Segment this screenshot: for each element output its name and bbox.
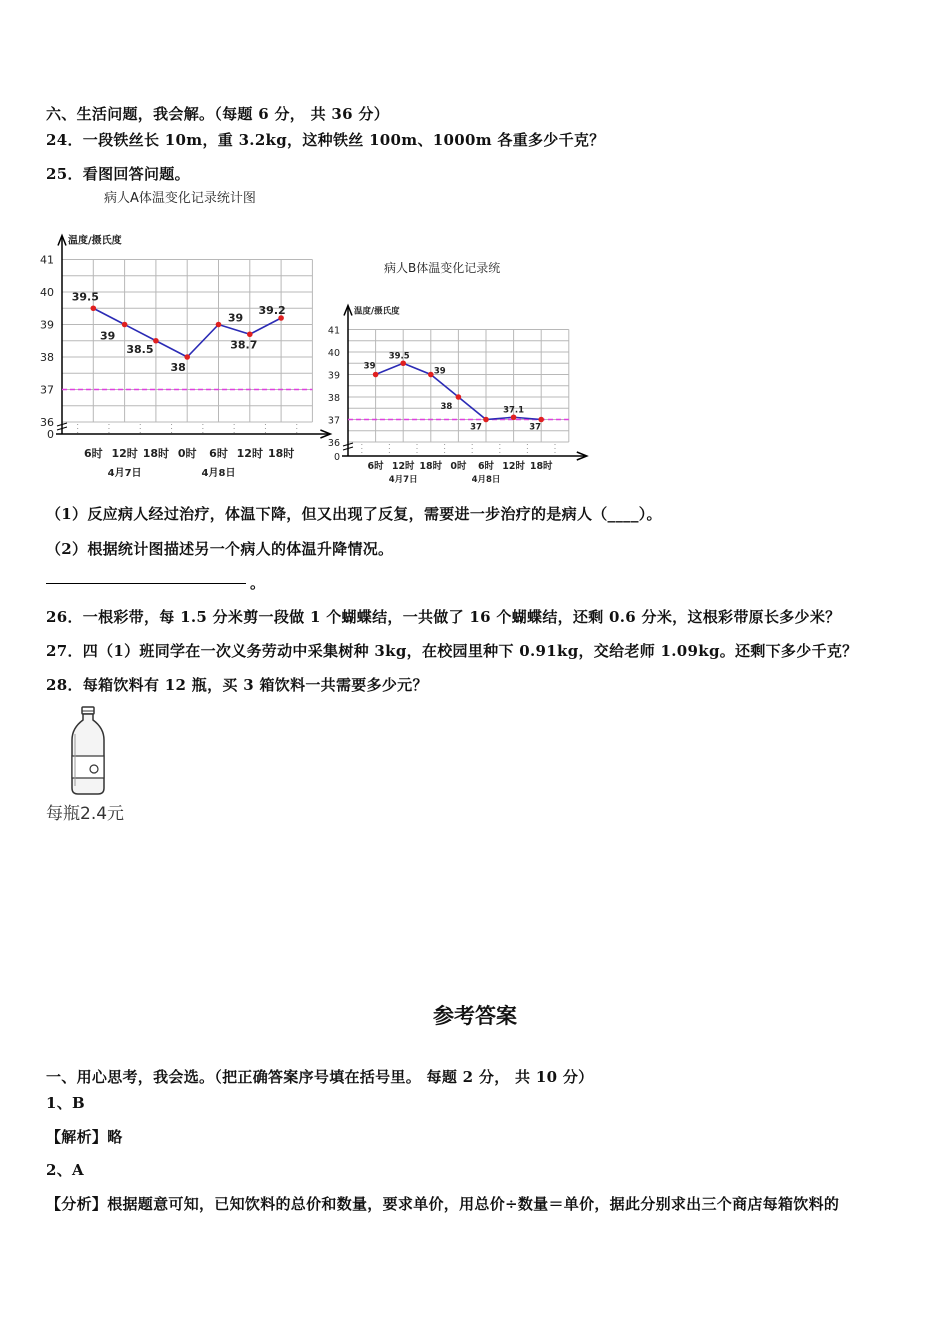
answer-2-note: 【分析】根据题意可知，已知饮料的总价和数量，要求单价，用总价÷数量＝单价，据此分别求出三个商店每箱饮料的 xyxy=(46,1195,840,1213)
chart-a-x-tick-label: 12时 xyxy=(111,447,138,460)
chart-a-data-label: 38 xyxy=(170,361,186,374)
chart-b-data-label: 39.5 xyxy=(388,351,410,362)
answers-section1-heading: 一、用心思考，我会选。（把正确答案序号填在括号里。 每题 2 分， 共 10 分） xyxy=(46,1068,594,1086)
question-25-sub2: （2）根据统计图描述另一个病人的体温升降情况。 xyxy=(46,540,394,558)
chart-b-data-label: 38 xyxy=(440,402,453,412)
chart-a-data-label: 38.7 xyxy=(230,338,258,352)
chart-a-y-tick-label: 40 xyxy=(40,286,54,299)
chart-a-data-point xyxy=(247,331,253,337)
chart-b-data-point xyxy=(373,372,379,378)
section6-heading: 六、生活问题，我会解。（每题 6 分， 共 36 分） xyxy=(46,105,390,123)
chart-b-data-point xyxy=(400,360,406,366)
chart-a-x-tick-label: 6时 xyxy=(209,447,228,460)
chart-b-y-tick-label: 0 xyxy=(333,452,340,463)
chart-a-y-tick-label: 37 xyxy=(40,383,54,397)
chart-b-x-tick-label: 18时 xyxy=(529,461,553,472)
answer-1: 1、B xyxy=(46,1094,86,1112)
chart-b-data-point xyxy=(483,417,489,423)
chart-b-y-tick-label: 39 xyxy=(327,370,340,382)
chart-b-title: 病人B体温变化记录统 xyxy=(384,261,501,275)
chart-a-x-tick-label: 12时 xyxy=(236,447,263,460)
chart-a-y-tick-label: 38 xyxy=(40,351,54,364)
chart-b-data-point xyxy=(456,394,462,400)
chart-a-data-point xyxy=(184,354,190,360)
chart-a-x-tick-label: 18时 xyxy=(142,447,170,460)
chart-b-data-label: 37.1 xyxy=(503,405,525,416)
chart-a-x-tick-label: 18时 xyxy=(267,447,295,460)
chart-b-y-tick-label: 41 xyxy=(327,325,340,337)
chart-a-x-tick-label: 6时 xyxy=(83,447,103,460)
chart-a-y-tick-label: 41 xyxy=(40,253,54,267)
chart-b-y-tick-label: 38 xyxy=(327,393,340,404)
chart-a-ylabel: 温度/摄氏度 xyxy=(68,235,122,247)
chart-a-y-tick-label: 0 xyxy=(47,428,54,441)
chart-a-date-label: 4月7日 xyxy=(107,468,142,479)
answer-1-note: 【解析】略 xyxy=(46,1128,123,1146)
answer-2: 2、A xyxy=(46,1161,84,1179)
chart-b-data-label: 39 xyxy=(433,366,446,377)
chart-b-date-label: 4月7日 xyxy=(388,475,418,485)
question-25: 25．看图回答问题。 xyxy=(46,165,190,183)
chart-a-data-point xyxy=(153,338,159,344)
answers-title: 参考答案 xyxy=(433,1003,517,1028)
chart-a-date-label: 4月8日 xyxy=(201,468,236,479)
chart-b-x-tick-label: 6时 xyxy=(367,461,384,472)
chart-b-x-tick-label: 18时 xyxy=(419,461,443,472)
chart-b-x-tick-label: 0时 xyxy=(450,461,467,472)
chart-patient-a xyxy=(40,182,340,487)
chart-a-data-label: 39.5 xyxy=(71,290,99,304)
chart-a-data-label: 39 xyxy=(227,311,244,325)
chart-b-y-tick-label: 37 xyxy=(327,415,340,427)
chart-b-x-tick-label: 12时 xyxy=(502,461,525,472)
bottle-price-label: 每瓶2.4元 xyxy=(46,804,125,824)
chart-a-data-point xyxy=(122,322,128,328)
chart-a-y-tick-label: 39 xyxy=(40,318,54,332)
chart-b-date-label: 4月8日 xyxy=(471,475,501,485)
chart-patient-b xyxy=(320,255,590,487)
chart-b-y-tick-label: 40 xyxy=(327,348,340,359)
chart-b-data-label: 39 xyxy=(363,361,376,372)
question-25-sub1: （1）反应病人经过治疗，体温下降，但又出现了反复，需要进一步治疗的是病人（____）。 xyxy=(46,505,662,523)
chart-a-data-label: 38.5 xyxy=(126,342,154,356)
question-26: 26．一根彩带，每 1.5 分米剪一段做 1 个蝴蝶结，一共做了 16 个蝴蝶结，还剩 0.6 分米，这根彩带原长多少米？ xyxy=(46,608,841,626)
chart-b-data-point xyxy=(538,417,544,423)
chart-a-data-label: 39.2 xyxy=(258,304,286,317)
chart-a-data-label: 39 xyxy=(99,329,116,343)
chart-b-x-tick-label: 6时 xyxy=(477,461,495,472)
chart-b-data-label: 37 xyxy=(470,422,482,433)
chart-b-data-point xyxy=(511,414,517,420)
chart-b-x-tick-label: 12时 xyxy=(391,461,415,472)
chart-b-ylabel: 温度/摄氏度 xyxy=(354,306,400,317)
question-27: 27．四（1）班同学在一次义务劳动中采集树种 3kg，在校园里种下 0.91kg，交给老师 1.09kg。还剩下多少千克？ xyxy=(46,642,858,660)
question-28: 28．每箱饮料有 12 瓶，买 3 箱饮料一共需要多少元？ xyxy=(46,676,428,694)
bottle-icon xyxy=(66,706,110,796)
chart-a-data-point xyxy=(91,305,97,311)
chart-b-data-label: 37 xyxy=(529,422,542,433)
chart-a-y-tick-label: 36 xyxy=(40,416,54,429)
answer-blank-line xyxy=(46,583,246,584)
answer-period: 。 xyxy=(250,574,266,592)
chart-b-y-tick-label: 36 xyxy=(327,438,340,449)
question-24: 24．一段铁丝长 10m，重 3.2kg，这种铁丝 100m、1000m 各重多少千克？ xyxy=(46,131,605,149)
chart-a-title: 病人A体温变化记录统计图 xyxy=(104,191,256,206)
chart-a-data-point xyxy=(216,322,222,328)
chart-a-x-tick-label: 0时 xyxy=(177,447,197,460)
chart-b-data-point xyxy=(428,372,434,378)
